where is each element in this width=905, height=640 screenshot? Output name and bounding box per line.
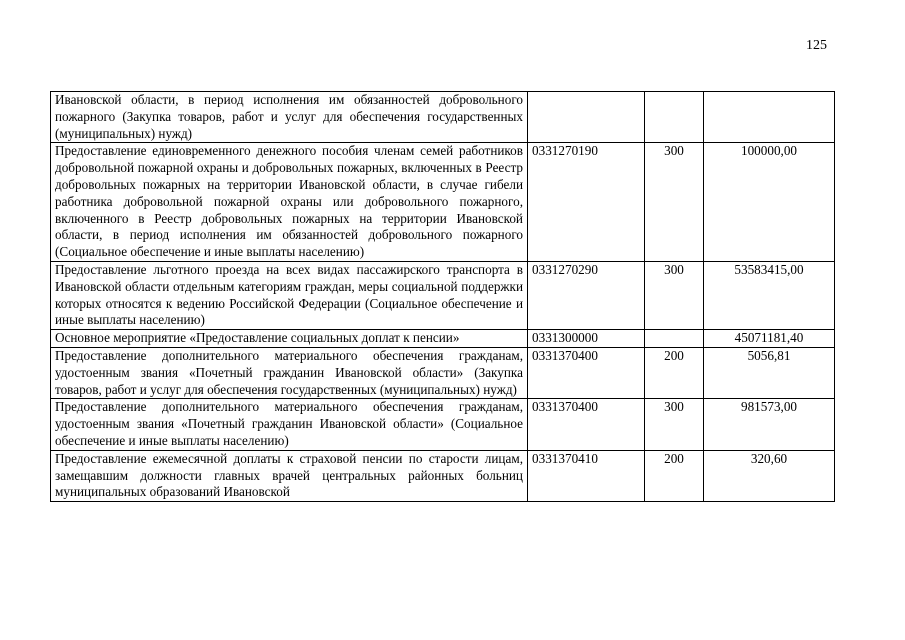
row-amount: 53583415,00 — [704, 261, 835, 329]
row-target-code: 0331270290 — [528, 261, 645, 329]
table-row — [51, 399, 835, 450]
row-target-code: 0331370400 — [528, 347, 645, 398]
row-amount: 320,60 — [704, 450, 835, 501]
budget-table — [50, 91, 835, 502]
row-amount: 5056,81 — [704, 347, 835, 398]
row-target-code — [528, 92, 645, 143]
table-row — [51, 143, 835, 262]
row-description: Предоставление дополнительного материального обеспечения гражданам, удостоенным звания «Почетный гражданин Ивановской области» (Социальное обеспечение и иные выплаты населению) — [51, 399, 528, 450]
row-description: Предоставление единовременного денежного пособия членам семей работников добровольной пожарной охраны и добровольных пожарных, включенных в Реестр добровольных пожарных на территории Ивановской области, в случае гибели работника добровольной пожарной охраны или добровольного пожарного, включенного в Реестр добровольных пожарных на территории Ивановской области, в период исполнения им обязанностей добровольного пожарного (Социальное обеспечение и иные выплаты населению) — [51, 143, 528, 262]
table-row — [51, 261, 835, 329]
row-expense-type — [645, 330, 704, 348]
row-target-code: 0331300000 — [528, 330, 645, 348]
table-row — [51, 92, 835, 143]
row-description: Предоставление дополнительного материального обеспечения гражданам, удостоенным звания «Почетный гражданин Ивановской области» (Закупка товаров, работ и услуг для обеспечения государственных (муниципальных) нужд) — [51, 347, 528, 398]
row-expense-type: 300 — [645, 143, 704, 262]
page-number: 125 — [806, 38, 827, 53]
row-amount: 100000,00 — [704, 143, 835, 262]
table-row — [51, 347, 835, 398]
row-expense-type: 300 — [645, 399, 704, 450]
row-description: Ивановской области, в период исполнения им обязанностей добровольного пожарного (Закупка товаров, работ и услуг для обеспечения государственных (муниципальных) нужд) — [51, 92, 528, 143]
row-description: Основное мероприятие «Предоставление социальных доплат к пенсии» — [51, 330, 528, 348]
row-target-code: 0331370400 — [528, 399, 645, 450]
row-amount: 981573,00 — [704, 399, 835, 450]
row-expense-type: 200 — [645, 347, 704, 398]
table-row — [51, 450, 835, 501]
table-row — [51, 330, 835, 348]
row-amount: 45071181,40 — [704, 330, 835, 348]
row-expense-type: 300 — [645, 261, 704, 329]
row-expense-type — [645, 92, 704, 143]
row-description: Предоставление ежемесячной доплаты к страховой пенсии по старости лицам, замещавшим должности главных врачей центральных районных больниц муниципальных образований Ивановской — [51, 450, 528, 501]
row-expense-type: 200 — [645, 450, 704, 501]
row-amount — [704, 92, 835, 143]
row-description: Предоставление льготного проезда на всех видах пассажирского транспорта в Ивановской области отдельным категориям граждан, меры социальной поддержки которых относятся к ведению Российской Федерации (Социальное обеспечение и иные выплаты населению) — [51, 261, 528, 329]
row-target-code: 0331370410 — [528, 450, 645, 501]
row-target-code: 0331270190 — [528, 143, 645, 262]
